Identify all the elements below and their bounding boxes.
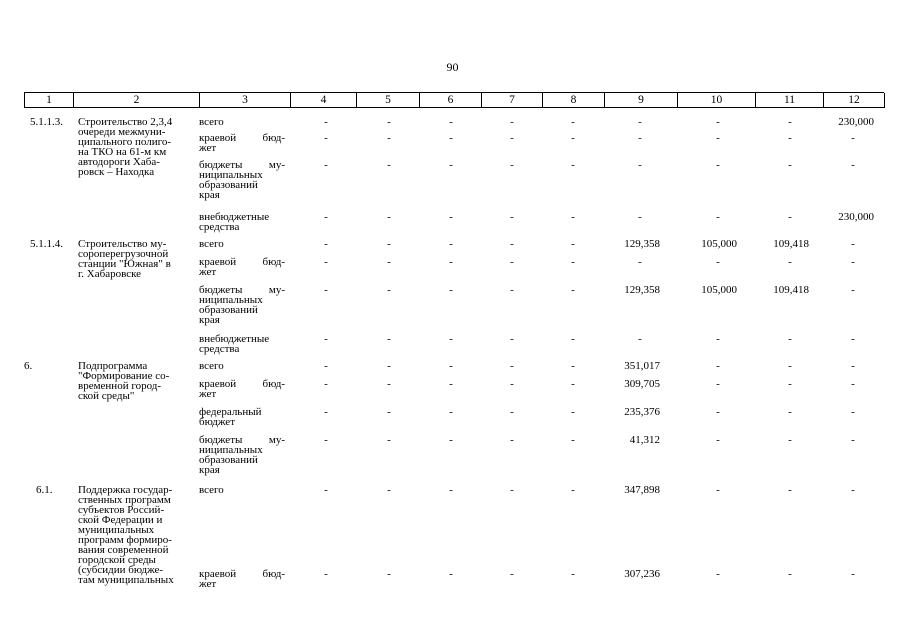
value-col-12: -	[851, 132, 855, 144]
value-col-8: -	[571, 333, 575, 345]
source-label: всего	[199, 116, 224, 128]
value-col-5: -	[387, 406, 391, 418]
header-cell-8: 8	[543, 93, 605, 108]
value-col-6: -	[449, 211, 453, 223]
value-col-7: -	[510, 333, 514, 345]
value-col-12: -	[851, 238, 855, 250]
value-col-9: 347,898	[624, 484, 660, 496]
value-col-4: -	[324, 238, 328, 250]
value-col-12: -	[851, 284, 855, 296]
header-cell-5: 5	[357, 93, 420, 108]
header-cell-4: 4	[291, 93, 357, 108]
value-col-11: -	[788, 333, 792, 345]
value-col-12: -	[851, 360, 855, 372]
value-col-12: -	[851, 333, 855, 345]
header-cell-12: 12	[824, 93, 885, 108]
value-col-9: -	[638, 116, 642, 128]
source-label: всего	[199, 360, 224, 372]
value-col-10: -	[716, 378, 720, 390]
value-col-4: -	[324, 434, 328, 446]
source-label: бюджеты му- ниципальных образований края	[199, 159, 285, 201]
header-cell-7: 7	[482, 93, 543, 108]
value-col-5: -	[387, 159, 391, 171]
value-col-6: -	[449, 434, 453, 446]
value-col-11: -	[788, 484, 792, 496]
header-cell-11: 11	[756, 93, 824, 108]
value-col-10: -	[716, 568, 720, 580]
row-code: 5.1.1.3.	[30, 116, 63, 128]
value-col-9: 307,236	[624, 568, 660, 580]
header-cell-10: 10	[678, 93, 756, 108]
value-col-11: -	[788, 360, 792, 372]
page-number: 90	[446, 60, 459, 74]
header-cell-6: 6	[420, 93, 482, 108]
value-col-7: -	[510, 211, 514, 223]
value-col-10: -	[716, 484, 720, 496]
value-col-4: -	[324, 211, 328, 223]
source-label: всего	[199, 238, 224, 250]
value-col-8: -	[571, 484, 575, 496]
value-col-4: -	[324, 132, 328, 144]
value-col-9: 351,017	[624, 360, 660, 372]
value-col-8: -	[571, 132, 575, 144]
value-col-10: -	[716, 256, 720, 268]
value-col-11: -	[788, 406, 792, 418]
value-col-4: -	[324, 284, 328, 296]
value-col-6: -	[449, 360, 453, 372]
value-col-12: -	[851, 406, 855, 418]
row-name: Подпрограмма "Формирование со- временной город- ской среды"	[78, 360, 170, 402]
value-col-11: 109,418	[773, 284, 809, 296]
value-col-6: -	[449, 568, 453, 580]
value-col-6: -	[449, 238, 453, 250]
value-col-5: -	[387, 238, 391, 250]
value-col-12: -	[851, 256, 855, 268]
value-col-7: -	[510, 568, 514, 580]
value-col-7: -	[510, 238, 514, 250]
value-col-9: 129,358	[624, 238, 660, 250]
value-col-8: -	[571, 238, 575, 250]
value-col-12: -	[851, 159, 855, 171]
header-cell-2: 2	[74, 93, 200, 108]
value-col-6: -	[449, 116, 453, 128]
value-col-8: -	[571, 406, 575, 418]
value-col-5: -	[387, 378, 391, 390]
value-col-11: -	[788, 132, 792, 144]
value-col-7: -	[510, 434, 514, 446]
source-label: внебюджетные средства	[199, 333, 270, 355]
value-col-7: -	[510, 256, 514, 268]
source-label: федеральный бюджет	[199, 406, 262, 428]
value-col-9: 235,376	[624, 406, 660, 418]
value-col-5: -	[387, 360, 391, 372]
source-label: краевой бюд- жет	[199, 132, 285, 154]
value-col-11: -	[788, 159, 792, 171]
value-col-7: -	[510, 484, 514, 496]
value-col-5: -	[387, 333, 391, 345]
value-col-6: -	[449, 159, 453, 171]
value-col-7: -	[510, 116, 514, 128]
value-col-12: -	[851, 568, 855, 580]
value-col-5: -	[387, 568, 391, 580]
value-col-11: -	[788, 568, 792, 580]
value-col-11: -	[788, 116, 792, 128]
value-col-10: 105,000	[701, 238, 737, 250]
value-col-6: -	[449, 333, 453, 345]
value-col-4: -	[324, 484, 328, 496]
value-col-10: -	[716, 360, 720, 372]
value-col-6: -	[449, 284, 453, 296]
value-col-4: -	[324, 360, 328, 372]
value-col-11: -	[788, 256, 792, 268]
value-col-11: -	[788, 378, 792, 390]
value-col-10: -	[716, 333, 720, 345]
value-col-7: -	[510, 378, 514, 390]
value-col-4: -	[324, 256, 328, 268]
value-col-9: 309,705	[624, 378, 660, 390]
value-col-8: -	[571, 211, 575, 223]
value-col-10: -	[716, 159, 720, 171]
value-col-4: -	[324, 568, 328, 580]
value-col-6: -	[449, 132, 453, 144]
value-col-4: -	[324, 159, 328, 171]
value-col-12: 230,000	[838, 116, 874, 128]
value-col-9: -	[638, 132, 642, 144]
source-label: бюджеты му- ниципальных образований края	[199, 434, 285, 476]
value-col-5: -	[387, 434, 391, 446]
value-col-8: -	[571, 568, 575, 580]
value-col-8: -	[571, 159, 575, 171]
source-label: всего	[199, 484, 224, 496]
value-col-11: -	[788, 434, 792, 446]
value-col-12: -	[851, 484, 855, 496]
value-col-4: -	[324, 378, 328, 390]
value-col-10: -	[716, 406, 720, 418]
value-col-9: 41,312	[629, 434, 660, 446]
value-col-4: -	[324, 406, 328, 418]
value-col-8: -	[571, 116, 575, 128]
row-name: Строительство му- сороперегрузочной станции "Южная" в г. Хабаровске	[78, 238, 171, 280]
value-col-10: -	[716, 116, 720, 128]
header-cell-1: 1	[25, 93, 74, 108]
value-col-11: -	[788, 211, 792, 223]
source-label: бюджеты му- ниципальных образований края	[199, 284, 285, 326]
value-col-9: -	[638, 256, 642, 268]
value-col-12: 230,000	[838, 211, 874, 223]
source-label: краевой бюд- жет	[199, 256, 285, 278]
value-col-6: -	[449, 484, 453, 496]
value-col-9: -	[638, 211, 642, 223]
value-col-6: -	[449, 406, 453, 418]
value-col-10: -	[716, 434, 720, 446]
source-label: краевой бюд- жет	[199, 568, 285, 590]
source-label: краевой бюд- жет	[199, 378, 285, 400]
value-col-7: -	[510, 132, 514, 144]
value-col-8: -	[571, 256, 575, 268]
value-col-5: -	[387, 211, 391, 223]
value-col-5: -	[387, 116, 391, 128]
value-col-8: -	[571, 378, 575, 390]
value-col-5: -	[387, 284, 391, 296]
row-code: 6.	[24, 360, 33, 372]
value-col-10: -	[716, 132, 720, 144]
value-col-4: -	[324, 333, 328, 345]
value-col-8: -	[571, 284, 575, 296]
value-col-9: 129,358	[624, 284, 660, 296]
value-col-5: -	[387, 256, 391, 268]
value-col-10: -	[716, 211, 720, 223]
value-col-7: -	[510, 406, 514, 418]
value-col-4: -	[324, 116, 328, 128]
value-col-5: -	[387, 132, 391, 144]
value-col-7: -	[510, 284, 514, 296]
row-name: Строительство 2,3,4 очереди межмуни- ципального полиго- на ТКО на 61-м км автодороги Хаба- ровск – Находка	[78, 116, 173, 178]
value-col-6: -	[449, 378, 453, 390]
row-code: 5.1.1.4.	[30, 238, 63, 250]
table-header	[24, 92, 884, 108]
value-col-12: -	[851, 434, 855, 446]
source-label: внебюджетные средства	[199, 211, 270, 233]
value-col-5: -	[387, 484, 391, 496]
value-col-8: -	[571, 360, 575, 372]
row-code: 6.1.	[36, 484, 53, 496]
row-name: Поддержка государ- ственных программ субъектов Россий- ской Федерации и муниципальных программ формиро- вания современной городской среды (субсидии бюдже- там муниципальных	[78, 484, 174, 586]
value-col-12: -	[851, 378, 855, 390]
value-col-7: -	[510, 159, 514, 171]
value-col-7: -	[510, 360, 514, 372]
value-col-9: -	[638, 333, 642, 345]
value-col-6: -	[449, 256, 453, 268]
header-cell-9: 9	[605, 93, 678, 108]
value-col-8: -	[571, 434, 575, 446]
value-col-9: -	[638, 159, 642, 171]
value-col-10: 105,000	[701, 284, 737, 296]
header-cell-3: 3	[200, 93, 291, 108]
value-col-11: 109,418	[773, 238, 809, 250]
